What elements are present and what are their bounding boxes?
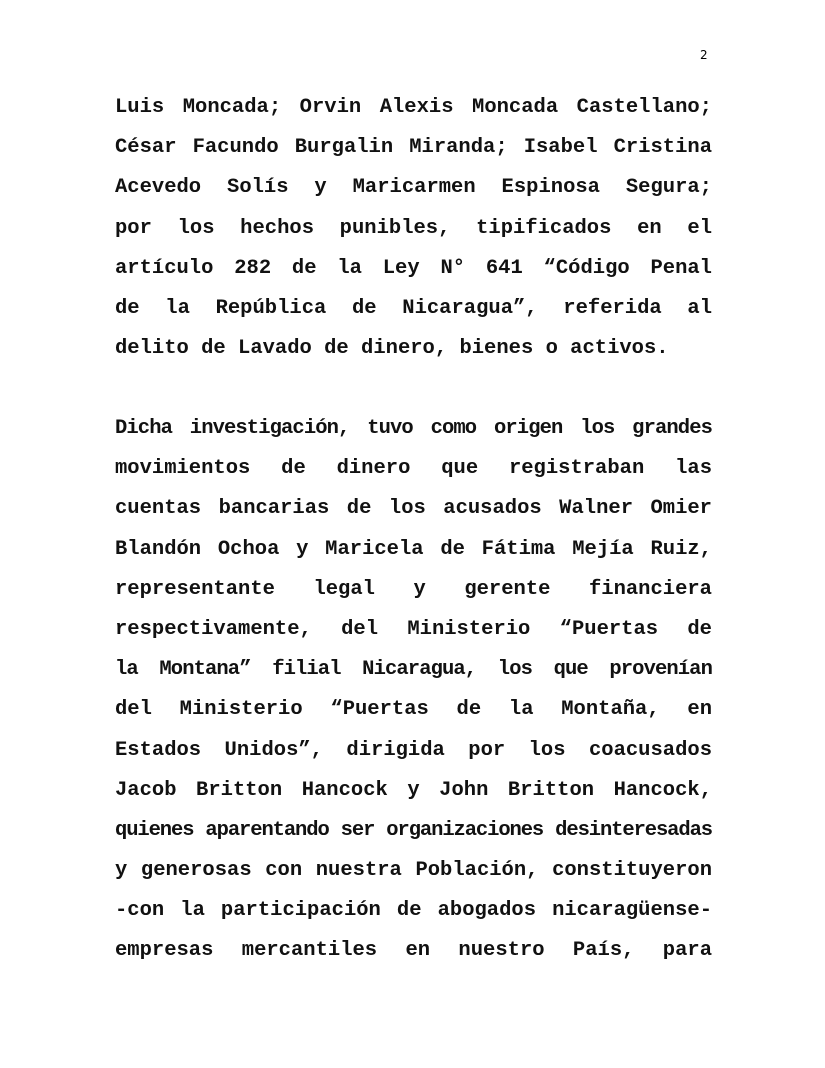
text-line: quienes aparentando ser organizaciones desinteresadas [115, 818, 712, 842]
text-line: delito de Lavado de dinero, bienes o activos. [115, 337, 669, 361]
page-number: 2 [700, 48, 708, 62]
paragraph-accused-list [115, 88, 712, 369]
paragraph-investigation [115, 409, 712, 972]
text-line: Dicha investigación, tuvo como origen los grandes [115, 417, 712, 440]
text-line: Acevedo Solís y Maricarmen Espinosa Segura; [115, 176, 712, 200]
text-line: cuentas bancarias de los acusados Walner Omier [115, 497, 712, 521]
text-line: movimientos de dinero que registraban las [115, 457, 712, 481]
text-line: del Ministerio “Puertas de la Montaña, en [115, 698, 712, 722]
text-line: empresas mercantiles en nuestro País, para [115, 939, 712, 963]
text-line: artículo 282 de la Ley N° 641 “Código Penal [115, 256, 712, 280]
text-line: por los hechos punibles, tipificados en el [115, 216, 712, 240]
text-line: la Montana” filial Nicaragua, los que provenían [115, 658, 712, 682]
text-line: César Facundo Burgalin Miranda; Isabel Cristina [115, 136, 712, 160]
text-line: y generosas con nuestra Población, constituyeron [115, 859, 712, 883]
text-line: -con la participación de abogados nicaragüense- [115, 899, 712, 923]
text-line: Jacob Britton Hancock y John Britton Hancock, [115, 778, 712, 802]
text-line: representante legal y gerente financiera [115, 577, 712, 601]
text-line: Luis Moncada; Orvin Alexis Moncada Castellano; [115, 96, 712, 119]
text-line: Estados Unidos”, dirigida por los coacusados [115, 738, 712, 762]
text-line: de la República de Nicaragua”, referida al [115, 296, 712, 320]
text-line: Blandón Ochoa y Maricela de Fátima Mejía Ruiz, [115, 537, 712, 561]
text-line: respectivamente, del Ministerio “Puertas de [115, 617, 712, 641]
